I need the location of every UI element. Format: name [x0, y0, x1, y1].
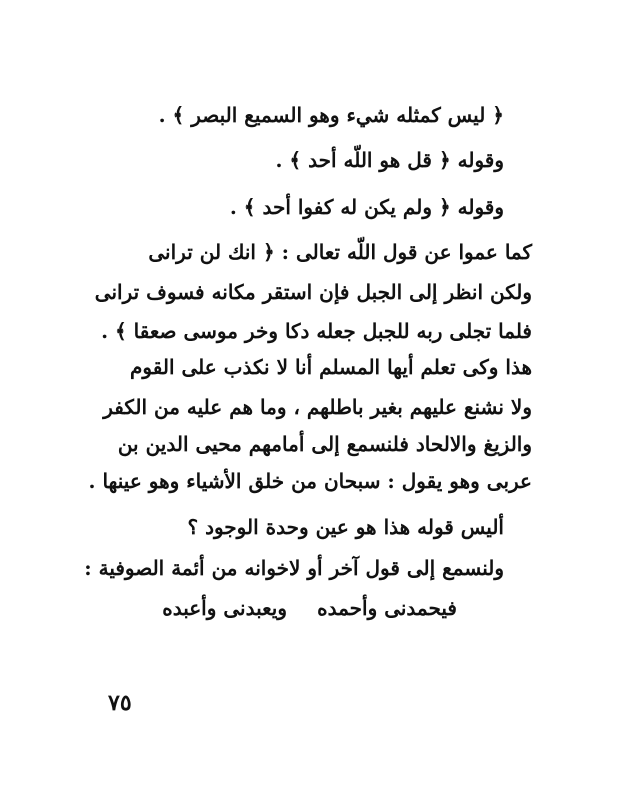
text-line-3: وقوله ﴿ ولم يكن له كفوا أحد ﴾ . [229, 195, 504, 219]
verse-right-hemistich: فيحمدنى وأحمده [317, 596, 457, 620]
text-line-6: فلما تجلى ربه للجبل جعله دكا وخر موسى صعقا ﴾ . [101, 319, 532, 343]
verse-left-hemistich: ويعبدنى وأعبده [162, 596, 287, 620]
text-line-2: وقوله ﴿ قل هو اللّه أحد ﴾ . [275, 148, 504, 172]
page-number: ٧٥ [108, 690, 132, 716]
text-line-9: والزيغ والالحاد فلنسمع إلى أمامهم محيى الدين بن [117, 432, 532, 456]
text-line-11: أليس قوله هذا هو عين وحدة الوجود ؟ [187, 515, 504, 539]
text-line-12: ولنسمع إلى قول آخر أو لاخوانه من أئمة الصوفية : [84, 556, 504, 580]
text-line-10: عربى وهو يقول : سبحان من خلق الأشياء وهو عينها . [88, 469, 532, 493]
text-line-1: ﴿ ليس كمثله شيء وهو السميع البصر ﴾ . [158, 103, 504, 127]
text-line-8: ولا نشنع عليهم بغير باطلهم ، وما هم عليه من الكفر [103, 395, 532, 419]
text-line-7: هذا وكى تعلم أيها المسلم أنا لا نكذب على القوم [130, 355, 532, 379]
text-line-4: كما عموا عن قول اللّه تعالى : ﴿ انك لن ترانى [148, 240, 532, 264]
text-line-5: ولكن انظر إلى الجبل فإن استقر مكانه فسوف ترانى [94, 280, 532, 304]
